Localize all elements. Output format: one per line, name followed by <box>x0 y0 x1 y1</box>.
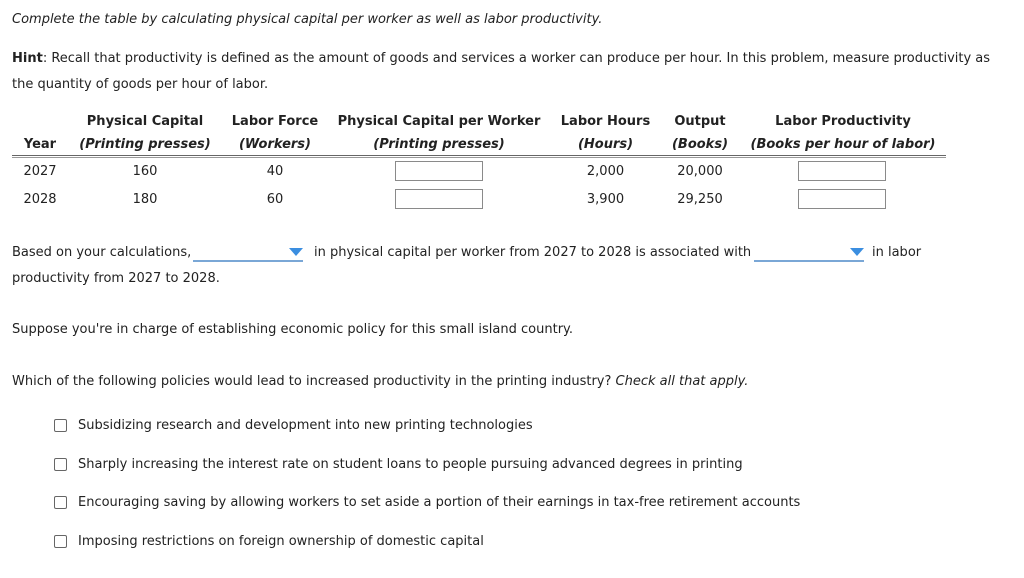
checkbox[interactable] <box>54 419 67 432</box>
header-labor-hours: Labor Hours <box>560 114 651 129</box>
header-physical-capital-unit: (Printing presses) <box>79 137 211 152</box>
checkbox[interactable] <box>54 496 67 509</box>
hint-text: : Recall that productivity is defined as the amount of goods and services a worker can produce per hour. In this problem, measure productivity as <box>42 51 991 66</box>
chevron-down-icon <box>850 248 864 256</box>
header-physical-capital: Physical Capital <box>86 114 204 129</box>
header-output: Output <box>674 114 726 129</box>
cell-physical-capital: 160 <box>132 164 158 179</box>
cell-labor-force: 60 <box>266 192 284 207</box>
cell-output: 20,000 <box>677 164 723 179</box>
capital-per-worker-input-2027[interactable] <box>395 161 483 181</box>
change-direction-dropdown-2[interactable] <box>754 246 864 262</box>
option-label: Sharply increasing the interest rate on student loans to people pursuing advanced degrees in printing <box>78 457 743 472</box>
header-capital-per-worker: Physical Capital per Worker <box>337 114 541 129</box>
cell-labor-hours: 3,900 <box>586 192 625 207</box>
hint-label: Hint <box>12 51 43 66</box>
header-labor-force-unit: (Workers) <box>238 137 311 152</box>
cell-physical-capital: 180 <box>132 192 158 207</box>
labor-productivity-input-2027[interactable] <box>798 161 886 181</box>
option-label: Encouraging saving by allowing workers to set aside a portion of their earnings in tax-free retirement accounts <box>78 495 801 510</box>
sentence-part-1: Based on your calculations, <box>12 245 192 260</box>
header-labor-hours-unit: (Hours) <box>577 137 634 152</box>
instructions-text: Complete the table by calculating physical capital per worker as well as labor productivity. <box>12 12 603 27</box>
cell-labor-hours: 2,000 <box>586 164 625 179</box>
change-direction-dropdown-1[interactable] <box>193 246 303 262</box>
hint-line-2: the quantity of goods per hour of labor. <box>12 77 269 92</box>
table-header-rule <box>12 155 946 156</box>
checkbox[interactable] <box>54 535 67 548</box>
header-capital-per-worker-unit: (Printing presses) <box>373 137 505 152</box>
capital-per-worker-input-2028[interactable] <box>395 189 483 209</box>
labor-productivity-input-2028[interactable] <box>798 189 886 209</box>
cell-year: 2027 <box>23 164 57 179</box>
chevron-down-icon <box>289 248 303 256</box>
cell-year: 2028 <box>23 192 57 207</box>
header-year: Year <box>23 137 57 152</box>
question-text <box>12 374 748 389</box>
table-header-rule-2 <box>12 157 946 158</box>
header-labor-productivity: Labor Productivity <box>775 114 911 129</box>
option-label: Subsidizing research and development into new printing technologies <box>78 418 533 433</box>
question-main: Which of the following policies would lead to increased productivity in the printing industry? <box>12 374 612 389</box>
policy-intro-text: Suppose you're in charge of establishing economic policy for this small island country. <box>12 322 574 337</box>
question-emphasis: Check all that apply. <box>615 374 749 389</box>
option-label: Imposing restrictions on foreign ownership of domestic capital <box>78 534 484 549</box>
sentence-part-3: in labor <box>872 245 922 260</box>
header-labor-productivity-unit: (Books per hour of labor) <box>750 137 936 152</box>
checkbox[interactable] <box>54 458 67 471</box>
cell-output: 29,250 <box>677 192 723 207</box>
cell-labor-force: 40 <box>266 164 284 179</box>
header-output-unit: (Books) <box>671 137 729 152</box>
hint-line-1 <box>12 51 990 66</box>
header-labor-force: Labor Force <box>231 114 319 129</box>
sentence-part-2: in physical capital per worker from 2027 to 2028 is associated with <box>314 245 752 260</box>
sentence-part-4: productivity from 2027 to 2028. <box>12 271 220 286</box>
